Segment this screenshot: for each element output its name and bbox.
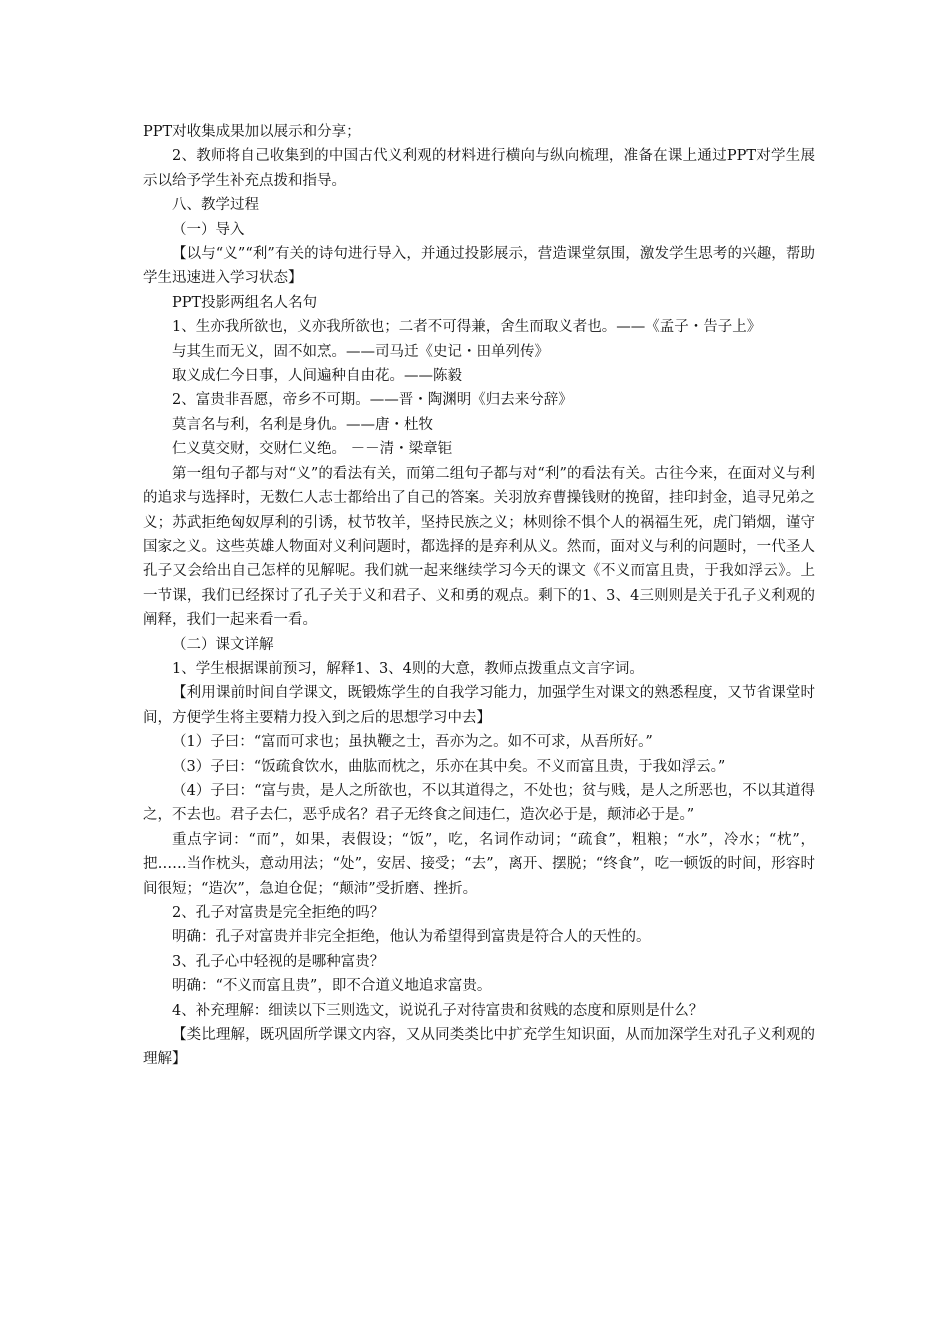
answer: 明确：“不义而富且贵”，即不合道义地追求富贵。 — [172, 978, 492, 995]
quote-line: （1）子曰：“富而可求也；虽执鞭之士，吾亦为之。如不可求，从吾所好。” — [172, 734, 653, 751]
paragraph: 【利用课前时间自学课文，既锻炼学生的自我学习能力，加强学生对课文的熟悉程度，又节省课堂时间，方便学生将主要精力投入到之后的思想学习中去】 — [143, 685, 815, 726]
document-page — [143, 120, 815, 1072]
paragraph: PPT对收集成果加以展示和分享； — [143, 124, 361, 140]
paragraph: PPT投影两组名人名句 — [172, 294, 318, 311]
quote-line: 仁义莫交财，交财仁义绝。 －－清・梁章钜 — [172, 441, 453, 458]
question: 3、孔子心中轻视的是哪种富贵？ — [172, 953, 385, 970]
subsection-heading: （二）课文详解 — [172, 636, 274, 653]
answer: 明确：孔子对富贵并非完全拒绝，他认为希望得到富贵是符合人的天性的。 — [172, 929, 651, 946]
paragraph: 【类比理解，既巩固所学课文内容，又从同类类比中扩充学生知识面，从而加深学生对孔子义利观的理解】 — [143, 1027, 815, 1068]
quote-line: 1、生亦我所欲也，义亦我所欲也；二者不可得兼，舍生而取义者也。——《孟子・告子上》 — [172, 319, 762, 336]
subsection-heading: （一）导入 — [172, 221, 245, 238]
quote-line: （4）子曰：“富与贵，是人之所欲也，不以其道得之，不处也；贫与贱，是人之所恶也，不以其道得之，不去也。君子去仁，恶乎成名？君子无终食之间违仁，造次必于是，颠沛必于是。” — [143, 782, 815, 824]
quote-line: 2、富贵非吾愿，帝乡不可期。——晋・陶渊明《归去来兮辞》 — [172, 392, 573, 409]
paragraph: 第一组句子都与对“义”的看法有关，而第二组句子都与对“利”的看法有关。古往今来，在面对义与利的追求与选择时，无数仁人志士都给出了自己的答案。关羽放弃曹操钱财的挽留，挂印封金，追寻兄弟之义；苏武拒绝匈奴厚利的引诱，杖节牧羊，坚持民族之义；林则徐不惧个人的祸福生死，虎门销烟，谨守国家之义。这些英雄人物面对义利问题时，都选择的是弃利从义。然而，面对义与利的问题时，一代圣人孔子又会给出自己怎样的见解呢。我们就一起来继续学习今天的课文《不义而富且贵，于我如浮云》。上一节课，我们已经探讨了孔子关于义和君子、义和勇的观点。剩下的1、3、4三则则是关于孔子义利观的阐释，我们一起来看一看。 — [143, 465, 815, 629]
quote-line: 取义成仁今日事，人间遍种自由花。——陈毅 — [172, 368, 462, 385]
quote-line: 莫言名与利，名利是身仇。——唐・杜牧 — [172, 416, 433, 433]
quote-line: 与其生而无义，固不如烹。——司马迁《史记・田单列传》 — [172, 343, 549, 360]
quote-line: （3）子曰：“饭疏食饮水，曲肱而枕之，乐亦在其中矣。不义而富且贵，于我如浮云。” — [172, 758, 726, 775]
paragraph: 重点字词：“而”，如果，表假设；“饭”，吃，名词作动词；“疏食”，粗粮；“水”，冷水；“枕”，把……当作枕头，意动用法；“处”，安居、接受；“去”，离开、摆脱；“终食”，吃一顿饭的时间，形容时间很短；“造次”，急迫仓促；“颠沛”受折磨、挫折。 — [143, 831, 816, 897]
question: 4、补充理解：细读以下三则选文，说说孔子对待富贵和贫贱的态度和原则是什么？ — [172, 1002, 704, 1019]
paragraph: 2、教师将自己收集到的中国古代义利观的材料进行横向与纵向梳理，准备在课上通过PPT对学生展示以给予学生补充点拨和指导。 — [143, 148, 815, 189]
section-heading: 八、教学过程 — [172, 197, 259, 214]
paragraph: 1、学生根据课前预习，解释1、3、4则的大意，教师点拨重点文言字词。 — [172, 660, 644, 677]
question: 2、孔子对富贵是完全拒绝的吗？ — [172, 905, 385, 921]
paragraph: 【以与“义”“利”有关的诗句进行导入，并通过投影展示，营造课堂氛围，激发学生思考的兴趣，帮助学生迅速进入学习状态】 — [143, 246, 815, 287]
